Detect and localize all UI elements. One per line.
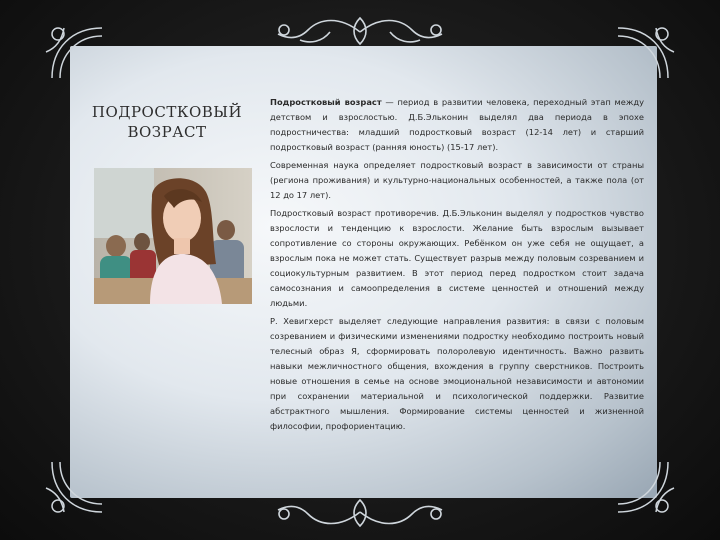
- teenager-photo: [94, 168, 252, 304]
- slide-title: ПОДРОСТКОВЫЙ ВОЗРАСТ: [91, 103, 243, 141]
- body-text: [270, 95, 644, 437]
- term-bold: Подростковый возраст: [270, 97, 382, 107]
- paragraph-modern-science: Современная наука определяет подростковый возраст в зависимости от страны (региона проживания) и культурно-национальных особенностей, а также пола (от 12 до 17 лет).: [270, 160, 644, 200]
- paragraph-contradictions: Подростковый возраст противоречив. Д.Б.Эльконин выделял у подростков чувство взрослости и тенденцию к взрослости. Желание быть взрослым вызывает сопротивление со стороны окружающих. Ребёнком он уже себя не ощущает, а взрослым пока не может стать. Существует разрыв между половым созреванием и социокультурным развитием. В этот период перед подростком стоит задача самосознания и самоопределения в системе ценностей и отношений между людьми.: [270, 208, 644, 308]
- corner-ornament-bottom-left: [42, 452, 112, 522]
- paragraph-definition: Подростковый возраст — период в развитии человека, переходный этап между детством и взрослостью. Д.Б.Эльконин выделял два периода в эпохе подростничества: младший подростковый возраст (12-14 лет) и старший подростковый возраст (ранняя юность) (15-17 лет).: [270, 97, 644, 152]
- bottom-ornament: [260, 492, 460, 532]
- corner-ornament-bottom-right: [608, 452, 678, 522]
- paragraph-havighurst: Р. Хевигхерст выделяет следующие направления развития: в связи с половым созреванием и физическими изменениями подростку необходимо построить новый телесный образ Я, сформировать полоролевую идентичность. Важно развить навыки межличностного общения, вхождения в группу сверстников. Построить новые отношения в семье на основе эмоциональной независимости и автономии при сохранении материальной и психологической поддержки. Развитие абстрактного мышления. Формирование системы ценностей и жизненной философии, профориентацию.: [270, 316, 644, 431]
- corner-ornament-top-right: [608, 18, 678, 88]
- corner-ornament-top-left: [42, 18, 112, 88]
